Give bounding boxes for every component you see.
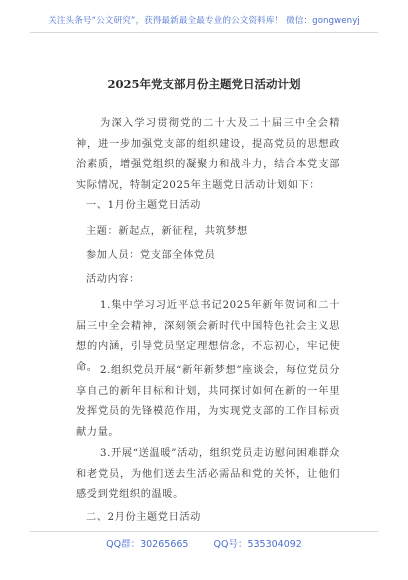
qq-group-number: QQ群：30265665 bbox=[106, 539, 189, 550]
activity-participants: 参加人员：党支部全体党员 bbox=[86, 250, 216, 261]
header-banner: 关注头条号“公文研究”，获得最新最全最专业的公文资料库！ 微信：gongwenyj bbox=[48, 16, 360, 26]
activity-item-2: 2.组织党员开展“新年新梦想”座谈会，每位党员分享自己的新年目标和计划，共同探讨如何在新的一年里发挥党员的先锋模范作用，为实现党支部的工作目标贡献力量。 bbox=[76, 365, 340, 438]
document-title: 2025年党支部月份主题党日活动计划 bbox=[107, 77, 301, 91]
section-1-heading: 一、1月份主题党日活动 bbox=[86, 200, 201, 211]
activity-content-label: 活动内容： bbox=[86, 274, 140, 285]
activity-item-1: 1.集中学习习近平总书记2025年新年贺词和二十届三中全会精神，深刻领会新时代中国特色社会主义思想的内涵，引导党员坚定理想信念，不忘初心，牢记使命。 bbox=[76, 300, 340, 373]
footer-contact bbox=[0, 536, 408, 550]
footer-divider bbox=[30, 531, 378, 532]
activity-item-3: 3.开展“送温暖”活动，组织党员走访慰问困难群众和老党员，为他们送去生活必需品和党的关怀，让他们感受到党组织的温暖。 bbox=[76, 448, 340, 500]
header-divider bbox=[30, 32, 378, 33]
section-2-heading: 二、2月份主题党日活动 bbox=[86, 512, 201, 523]
intro-paragraph: 为深入学习贯彻党的二十大及二十届三中全会精神，进一步加强党支部的组织建设，提高党员的思想政治素质，增强党组织的凝聚力和战斗力，结合本党支部实际情况，特制定2025年主题党日活动计划如下： bbox=[76, 118, 340, 191]
activity-theme: 主题：新起点，新征程，共筑梦想 bbox=[86, 226, 248, 237]
qq-account-number: QQ号：535304092 bbox=[213, 539, 302, 550]
